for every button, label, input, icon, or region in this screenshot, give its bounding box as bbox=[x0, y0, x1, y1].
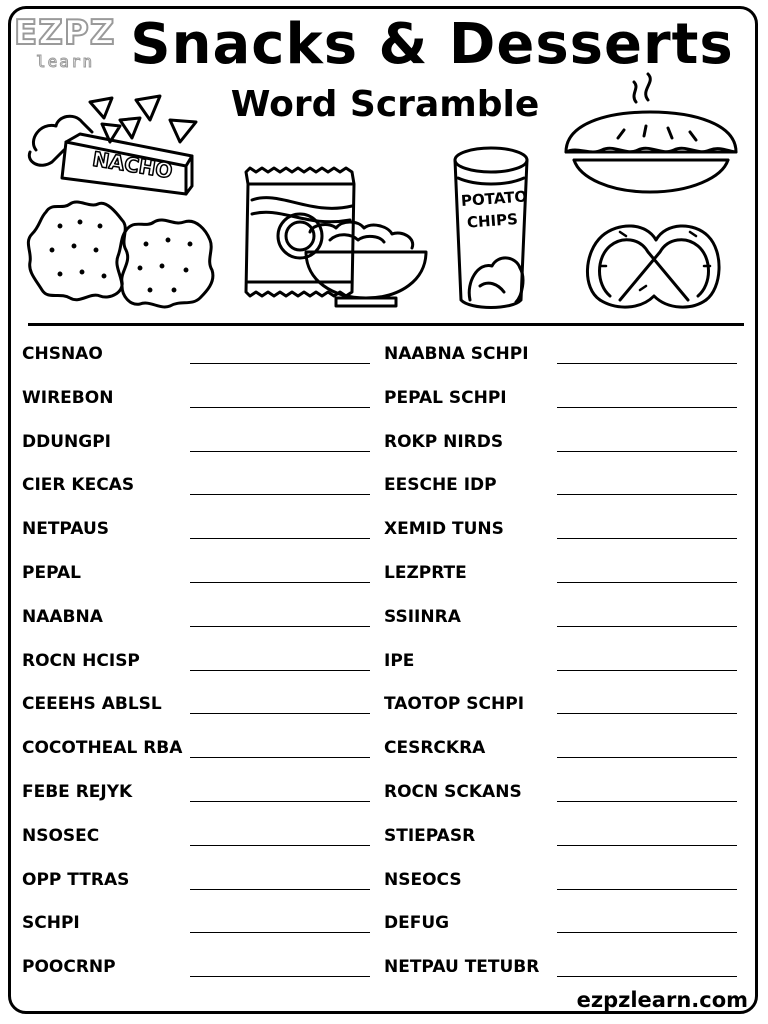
scrambled-word: EESCHE IDP bbox=[384, 475, 497, 495]
answer-blank-line[interactable] bbox=[557, 931, 737, 933]
chips-can-label-line2: CHIPS bbox=[466, 210, 519, 232]
scrambled-word: CHSNAO bbox=[22, 344, 103, 364]
answer-blank-line[interactable] bbox=[557, 712, 737, 714]
scrambled-word: OPP TTRAS bbox=[22, 870, 130, 890]
scrambled-word: ROKP NIRDS bbox=[384, 432, 504, 452]
nacho-box-label: NACHO bbox=[90, 146, 175, 184]
scrambled-word: LEZPRTE bbox=[384, 563, 467, 583]
scrambled-word: NETPAU TETUBR bbox=[384, 957, 540, 977]
scrambled-word: IPE bbox=[384, 651, 415, 671]
scrambled-word: TAOTOP SCHPI bbox=[384, 694, 525, 714]
answer-blank-line[interactable] bbox=[557, 800, 737, 802]
scrambled-word: SCHPI bbox=[22, 913, 80, 933]
scrambled-word: NAABNA SCHPI bbox=[384, 344, 529, 364]
scrambled-word: XEMID TUNS bbox=[384, 519, 504, 539]
answer-blank-line[interactable] bbox=[190, 844, 370, 846]
answer-blank-line[interactable] bbox=[190, 975, 370, 977]
answer-blank-line[interactable] bbox=[557, 493, 737, 495]
answer-blank-line[interactable] bbox=[190, 625, 370, 627]
crackers-illustration bbox=[28, 202, 213, 307]
scrambled-word: ROCN SCKANS bbox=[384, 782, 522, 802]
scrambled-word: DDUNGPI bbox=[22, 432, 111, 452]
answer-blank-line[interactable] bbox=[190, 450, 370, 452]
answer-blank-line[interactable] bbox=[557, 975, 737, 977]
scrambled-word: POOCRNP bbox=[22, 957, 116, 977]
answer-blank-line[interactable] bbox=[190, 712, 370, 714]
chips-can-label-line1: POTATO bbox=[460, 187, 528, 211]
answer-blank-line[interactable] bbox=[190, 581, 370, 583]
answer-blank-line[interactable] bbox=[557, 537, 737, 539]
scrambled-word: ROCN HCISP bbox=[22, 651, 140, 671]
potato-chips-can-illustration bbox=[455, 148, 528, 308]
answer-blank-line[interactable] bbox=[190, 756, 370, 758]
scrambled-word: PEPAL SCHPI bbox=[384, 388, 507, 408]
scrambled-word: FEBE REJYK bbox=[22, 782, 133, 802]
answer-blank-line[interactable] bbox=[190, 406, 370, 408]
scrambled-word: CESRCKRA bbox=[384, 738, 486, 758]
scrambled-word: CEEEHS ABLSL bbox=[22, 694, 162, 714]
pretzel-illustration bbox=[587, 226, 719, 307]
answer-blank-line[interactable] bbox=[557, 450, 737, 452]
logo-subtext: learn bbox=[36, 52, 95, 71]
page-subtitle: Word Scramble bbox=[230, 84, 540, 125]
answer-blank-line[interactable] bbox=[190, 931, 370, 933]
answer-blank-line[interactable] bbox=[557, 406, 737, 408]
answer-blank-line[interactable] bbox=[557, 362, 737, 364]
answer-blank-line[interactable] bbox=[190, 493, 370, 495]
scrambled-word: SSIINRA bbox=[384, 607, 461, 627]
answer-blank-line[interactable] bbox=[557, 669, 737, 671]
scrambled-word: NETPAUS bbox=[22, 519, 110, 539]
pie-illustration bbox=[566, 74, 736, 192]
scrambled-word: COCOTHEAL RBA bbox=[22, 738, 183, 758]
scrambled-word: STIEPASR bbox=[384, 826, 476, 846]
answer-blank-line[interactable] bbox=[557, 888, 737, 890]
answer-blank-line[interactable] bbox=[557, 844, 737, 846]
answer-blank-line[interactable] bbox=[557, 581, 737, 583]
answer-blank-line[interactable] bbox=[557, 756, 737, 758]
scrambled-word: NSOSEC bbox=[22, 826, 100, 846]
nacho-box-illustration bbox=[29, 96, 196, 194]
scrambled-word: CIER KECAS bbox=[22, 475, 135, 495]
header-divider bbox=[28, 323, 744, 326]
answer-blank-line[interactable] bbox=[190, 669, 370, 671]
answer-blank-line[interactable] bbox=[190, 888, 370, 890]
page-title: Snacks & Desserts bbox=[130, 12, 734, 77]
snack-illustrations bbox=[0, 0, 768, 330]
scrambled-word: WIREBON bbox=[22, 388, 114, 408]
scrambled-word: NSEOCS bbox=[384, 870, 462, 890]
answer-blank-line[interactable] bbox=[190, 362, 370, 364]
footer-url: ezpzlearn.com bbox=[576, 988, 748, 1012]
scrambled-word: PEPAL bbox=[22, 563, 81, 583]
answer-blank-line[interactable] bbox=[190, 800, 370, 802]
answer-blank-line[interactable] bbox=[557, 625, 737, 627]
logo-text: EZPZ bbox=[14, 13, 116, 53]
chip-bag-and-bowl-illustration bbox=[246, 168, 426, 306]
answer-blank-line[interactable] bbox=[190, 537, 370, 539]
scrambled-word: NAABNA bbox=[22, 607, 103, 627]
scrambled-word: DEFUG bbox=[384, 913, 450, 933]
